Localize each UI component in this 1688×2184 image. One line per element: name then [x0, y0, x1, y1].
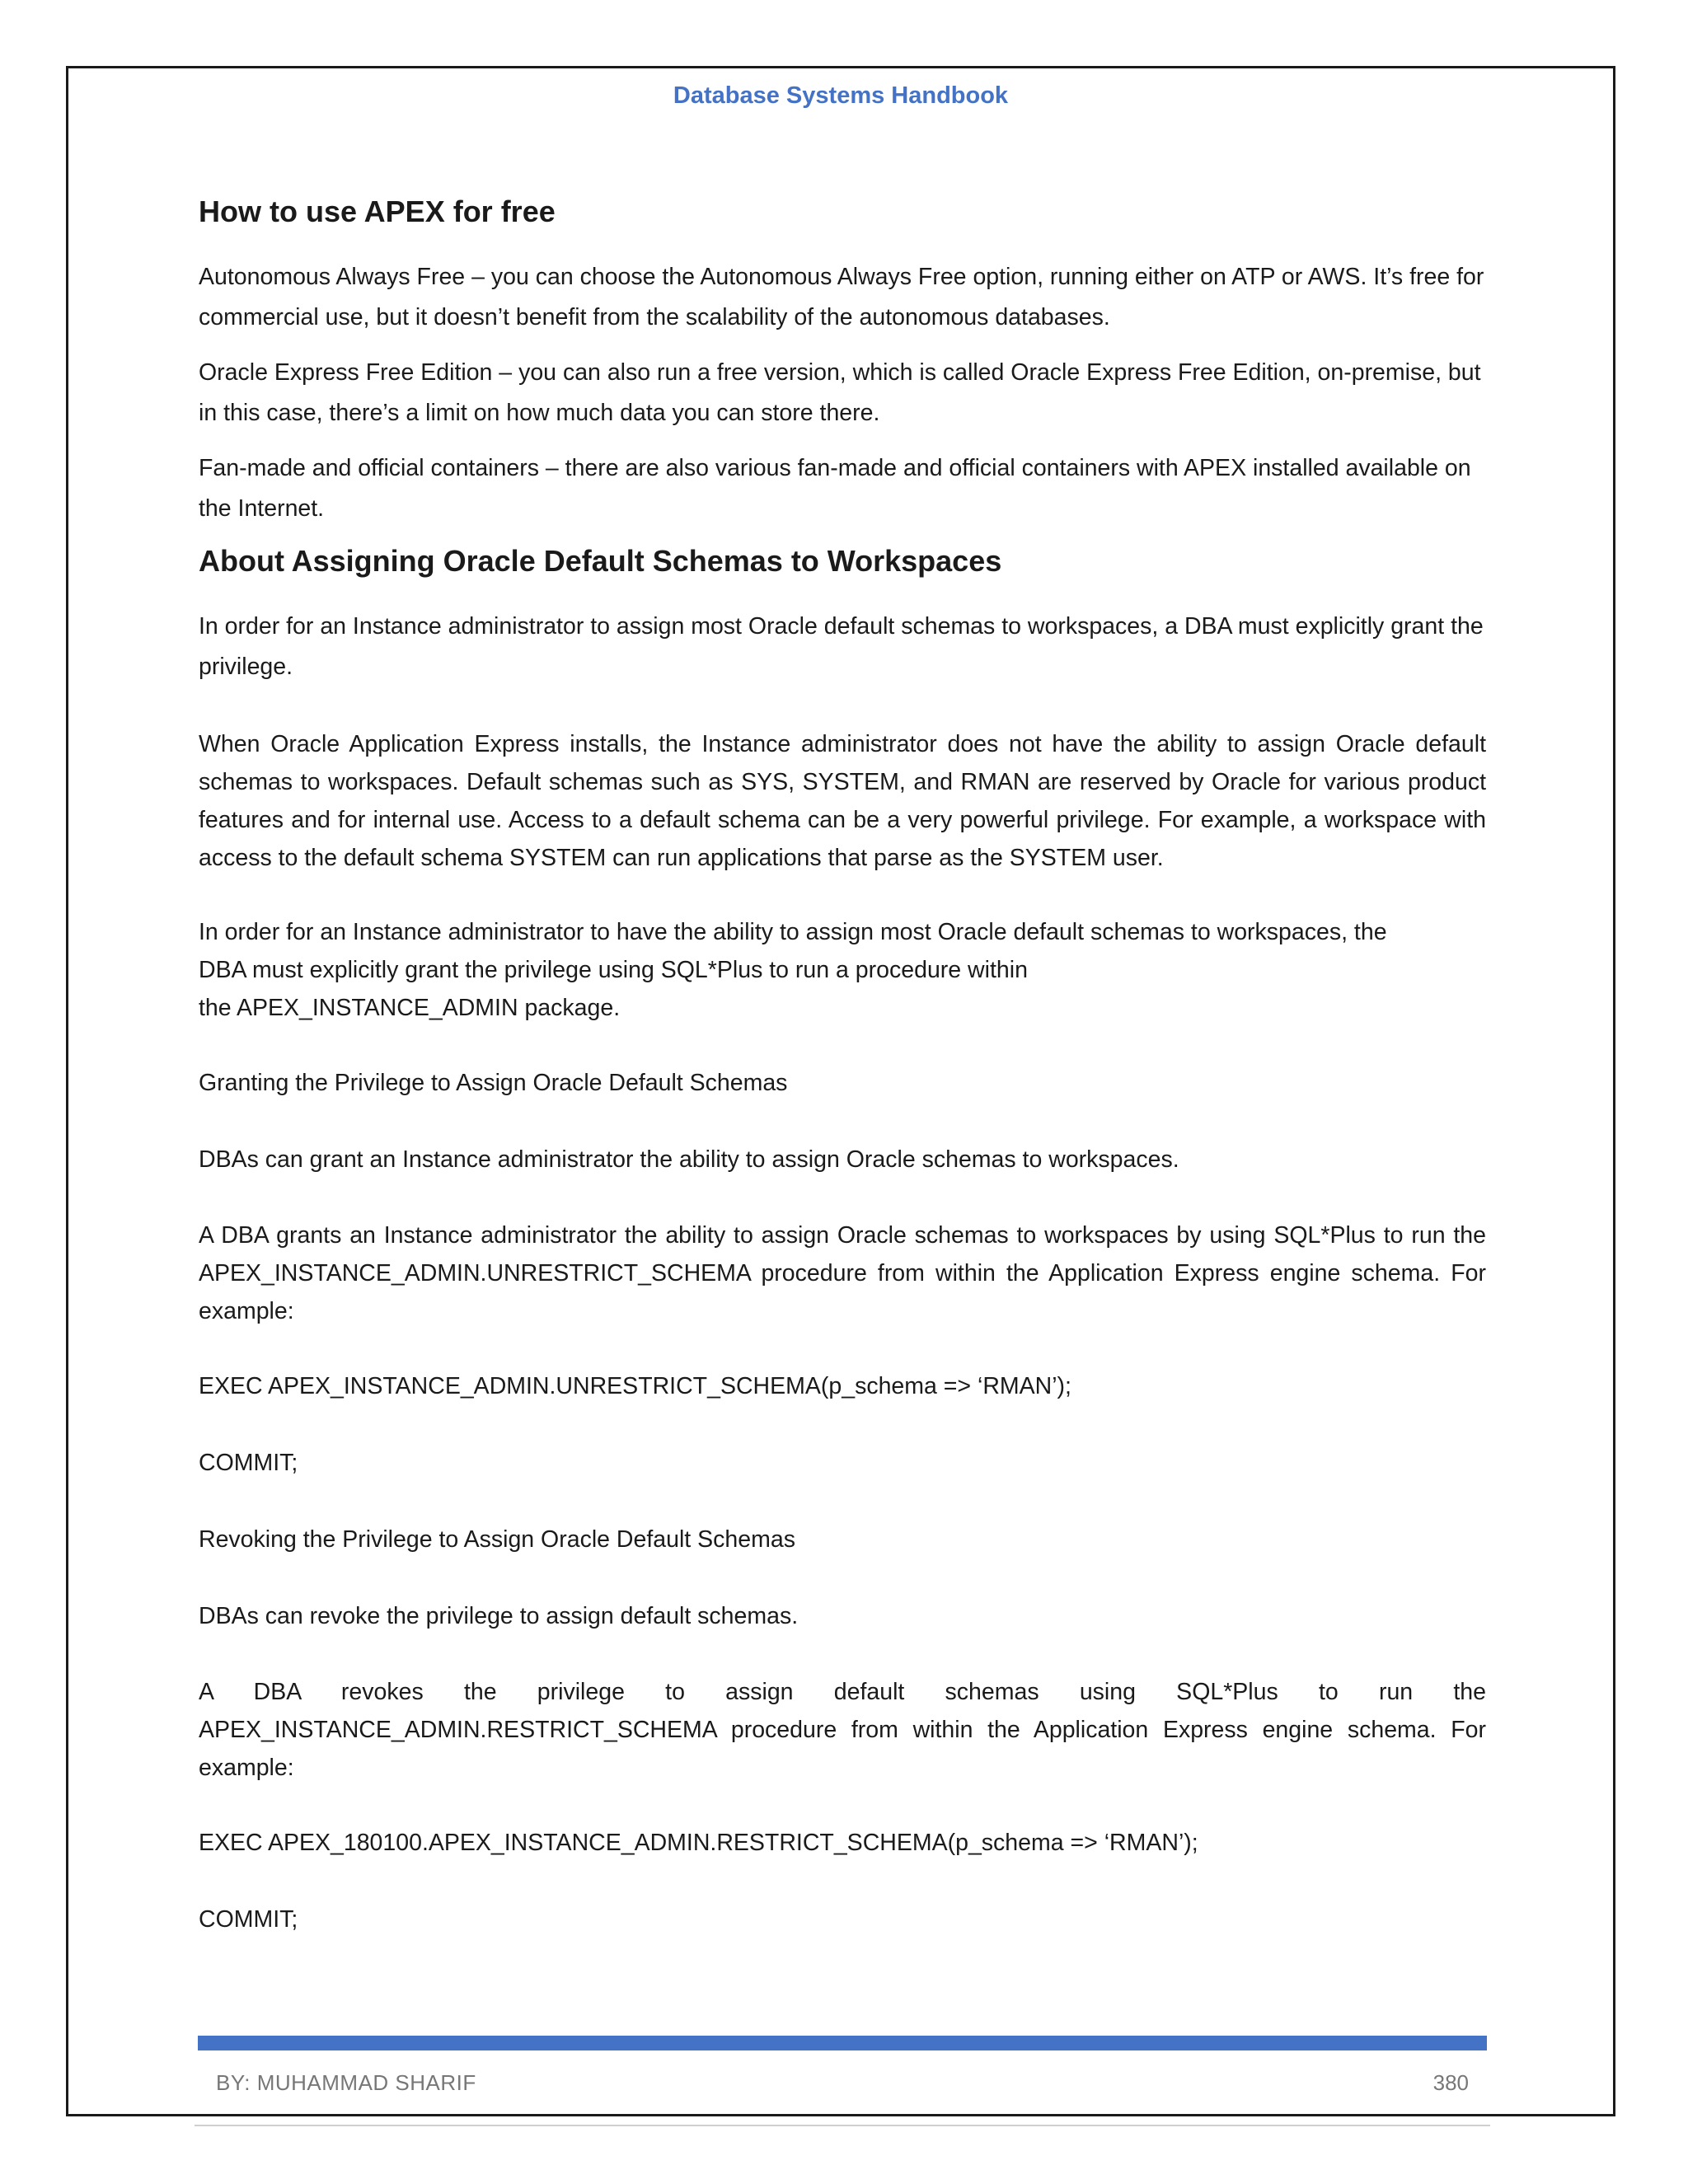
- footer-accent-bar: [198, 2036, 1487, 2050]
- section-heading-default-schemas: About Assigning Oracle Default Schemas to Workspaces: [199, 544, 1002, 578]
- paragraph-containers: Fan-made and official containers – there are also various fan-made and official containers with APEX installed available on the Internet.: [199, 455, 1471, 522]
- subheading-granting: Granting the Privilege to Assign Oracle Default Schemas: [199, 1070, 788, 1096]
- paragraph-install-defaults: When Oracle Application Express installs, the Instance administrator does not have the ability to assign Oracle default schemas to workspaces. Default schemas such as SYS, SYSTEM, and RMAN are reserved by Oracle for various product features and for internal use. Access to a default schema can be a very powerful privilege. For example, a workspace with access to the default schema SYSTEM can run applications that parse as the SYSTEM user.: [199, 731, 1486, 871]
- paragraph-sqlplus-procedure: [199, 913, 1486, 1027]
- paragraph-revoke-procedure: A DBA revokes the privilege to assign default schemas using SQL*Plus to run the APEX_INSTANCE_ADMIN.RESTRICT_SCHEMA procedure from within the Application Express engine schema. For example:: [199, 1679, 1486, 1781]
- paragraph-revoke-ability: DBAs can revoke the privilege to assign default schemas.: [199, 1603, 799, 1629]
- code-unrestrict-schema: EXEC APEX_INSTANCE_ADMIN.UNRESTRICT_SCHEMA(p_schema => ‘RMAN’);: [199, 1373, 1071, 1399]
- paragraph-autonomous-free: Autonomous Always Free – you can choose the Autonomous Always Free option, running either on ATP or AWS. It’s free for commercial use, but it doesn’t benefit from the scalability of the autonomous databases.: [199, 264, 1484, 330]
- paragraph-line: DBA must explicitly grant the privilege using SQL*Plus to run a procedure within: [199, 957, 1028, 983]
- running-header: Database Systems Handbook: [673, 82, 1009, 109]
- bottom-divider: [195, 2125, 1490, 2126]
- section-heading-apex-free: How to use APEX for free: [199, 194, 556, 228]
- footer-author: BY: MUHAMMAD SHARIF: [216, 2070, 476, 2095]
- subheading-revoking: Revoking the Privilege to Assign Oracle Default Schemas: [199, 1526, 795, 1553]
- code-restrict-schema: EXEC APEX_180100.APEX_INSTANCE_ADMIN.RESTRICT_SCHEMA(p_schema => ‘RMAN’);: [199, 1830, 1198, 1856]
- paragraph-grant-ability: DBAs can grant an Instance administrator the ability to assign Oracle schemas to workspaces.: [199, 1146, 1179, 1173]
- paragraph-intro-privilege: In order for an Instance administrator to assign most Oracle default schemas to workspaces, a DBA must explicitly grant the privilege.: [199, 613, 1484, 680]
- paragraph-grant-procedure: A DBA grants an Instance administrator the ability to assign Oracle schemas to workspaces by using SQL*Plus to run the APEX_INSTANCE_ADMIN.UNRESTRICT_SCHEMA procedure from within the Application Express engine schema. For example:: [199, 1222, 1486, 1324]
- code-commit-grant: COMMIT;: [199, 1450, 298, 1476]
- footer-page-number: 380: [1432, 2070, 1469, 2095]
- paragraph-line: the APEX_INSTANCE_ADMIN package.: [199, 995, 621, 1021]
- paragraph-express-edition: Oracle Express Free Edition – you can also run a free version, which is called Oracle Express Free Edition, on-premise, but in this case, there’s a limit on how much data you can store there.: [199, 359, 1481, 426]
- code-commit-revoke: COMMIT;: [199, 1906, 298, 1933]
- paragraph-line: In order for an Instance administrator to have the ability to assign most Oracle default schemas to workspaces, the: [199, 919, 1387, 945]
- page-content: [199, 194, 1486, 1940]
